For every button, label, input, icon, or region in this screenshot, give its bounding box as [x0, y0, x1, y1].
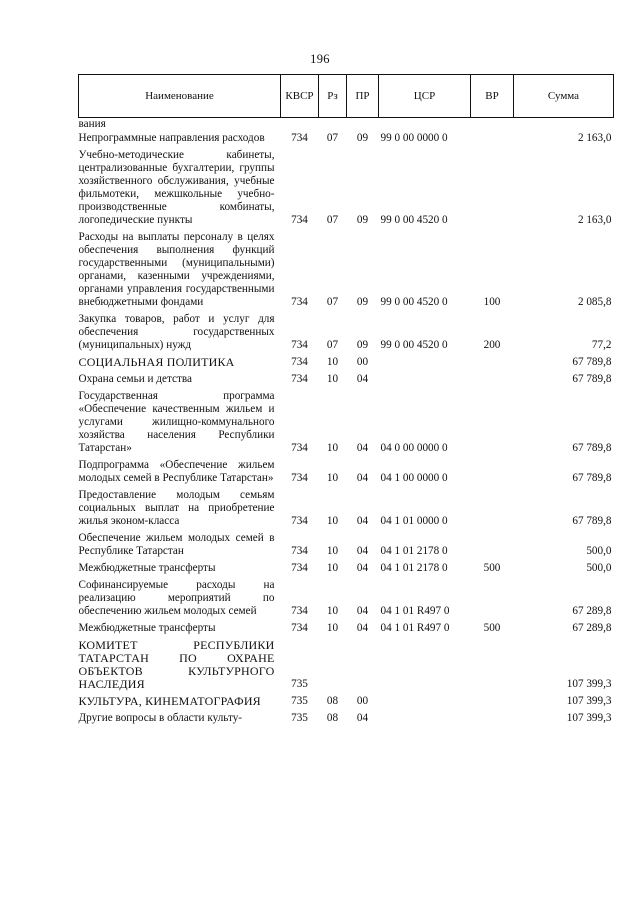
row-rz-cell: 07 [326, 339, 339, 351]
row-csr-cell: 04 0 00 0000 0 [380, 442, 448, 454]
row-rz-cell: 10 [326, 605, 339, 617]
row-name-cell: Предоставление молодым семьям социальных выплат на приобретение жилья эконом-класса [78, 489, 275, 527]
row-rz-cell: 08 [326, 695, 339, 707]
row-rz-cell: 10 [326, 442, 339, 454]
row-rz-cell: 10 [326, 373, 339, 385]
row-name-cell: вания [78, 118, 106, 130]
table-row [79, 710, 614, 727]
row-sum-cell: 107 399,3 [566, 712, 612, 724]
row-name-cell: СОЦИАЛЬНАЯ ПОЛИТИКА [78, 355, 235, 369]
row-vr-cell [471, 354, 514, 371]
row-name-cell: Закупка товаров, работ и услуг для обеспечения государственных (муниципальных) нужд [78, 313, 275, 351]
row-sum-cell: 67 789,8 [572, 472, 612, 484]
row-sum-cell: 2 163,0 [577, 132, 612, 144]
header-rz: Рз [319, 75, 347, 118]
table-row [79, 130, 614, 147]
table-row [79, 693, 614, 710]
row-name-cell: Другие вопросы в области культу- [78, 712, 243, 724]
row-sum-cell: 2 163,0 [577, 214, 612, 226]
header-kvsr: КВСР [281, 75, 319, 118]
table-row [79, 118, 614, 131]
row-rz-cell [319, 118, 347, 131]
row-pr-cell: 09 [356, 132, 369, 144]
row-kvsr-cell: 734 [291, 515, 308, 527]
header-vr: ВР [471, 75, 514, 118]
row-name-cell: Подпрограмма «Обеспечение жильем молодых семей в Республике Татарстан» [78, 459, 275, 484]
row-sum-cell: 77,2 [591, 339, 612, 351]
row-name-cell: Обеспечение жильем молодых семей в Республике Татарстан [78, 532, 275, 557]
row-sum-cell: 67 789,8 [572, 515, 612, 527]
row-vr-cell [471, 693, 514, 710]
row-csr-cell [379, 118, 471, 131]
row-pr-cell: 00 [356, 695, 369, 707]
table-row [79, 229, 614, 311]
row-csr-cell: 04 1 01 2178 0 [380, 562, 448, 574]
row-vr-cell [471, 530, 514, 560]
row-sum-cell: 107 399,3 [566, 678, 612, 690]
row-kvsr-cell: 734 [291, 472, 308, 484]
row-rz-cell: 10 [326, 545, 339, 557]
row-name-cell: Расходы на выплаты персоналу в целях обеспечения выполнения функций государственными (муниципальными) органами, казенными учреждениями, органами управления государственными внебюджетными фондами [78, 231, 275, 308]
row-kvsr-cell: 734 [291, 356, 308, 368]
row-csr-cell [379, 710, 471, 727]
row-vr-cell [471, 371, 514, 388]
row-pr-cell: 04 [356, 373, 369, 385]
row-sum-cell: 67 289,8 [572, 605, 612, 617]
row-kvsr-cell: 734 [291, 442, 308, 454]
row-vr-cell [471, 388, 514, 457]
row-pr-cell [347, 637, 379, 693]
row-rz-cell: 10 [326, 356, 339, 368]
row-csr-cell: 99 0 00 4520 0 [380, 214, 448, 226]
row-pr-cell: 04 [356, 472, 369, 484]
row-csr-cell [379, 637, 471, 693]
row-rz-cell [319, 637, 347, 693]
table-row [79, 388, 614, 457]
table-row [79, 637, 614, 693]
table-row [79, 147, 614, 229]
row-sum-cell: 2 085,8 [577, 296, 612, 308]
row-csr-cell: 99 0 00 4520 0 [380, 296, 448, 308]
row-rz-cell: 10 [326, 562, 339, 574]
row-csr-cell: 99 0 00 4520 0 [380, 339, 448, 351]
row-rz-cell: 07 [326, 214, 339, 226]
row-name-cell: Охрана семьи и детства [78, 373, 192, 385]
row-csr-cell [379, 693, 471, 710]
header-name: Наименование [79, 75, 281, 118]
page-number: 196 [310, 52, 330, 66]
row-pr-cell: 09 [356, 214, 369, 226]
row-pr-cell: 04 [356, 515, 369, 527]
row-sum-cell: 500,0 [586, 562, 612, 574]
row-pr-cell: 04 [356, 562, 369, 574]
row-pr-cell: 00 [356, 356, 369, 368]
row-sum-cell: 107 399,3 [566, 695, 612, 707]
row-vr-cell [471, 130, 514, 147]
row-sum-cell: 67 289,8 [572, 622, 612, 634]
row-vr-cell [471, 118, 514, 131]
row-vr-cell: 200 [483, 339, 501, 351]
row-pr-cell: 04 [356, 545, 369, 557]
row-pr-cell [347, 118, 379, 131]
table-row [79, 457, 614, 487]
row-vr-cell [471, 637, 514, 693]
row-sum-cell: 67 789,8 [572, 356, 612, 368]
row-name-cell: Софинансируемые расходы на реализацию мероприятий по обеспечению жильем молодых семей [78, 579, 275, 617]
row-rz-cell: 07 [326, 132, 339, 144]
row-name-cell: Межбюджетные трансферты [78, 562, 216, 574]
table-row [79, 560, 614, 577]
table-header [79, 75, 614, 118]
header-sum: Сумма [514, 75, 614, 118]
row-kvsr-cell: 734 [291, 132, 308, 144]
row-csr-cell: 04 1 01 0000 0 [380, 515, 448, 527]
row-kvsr-cell: 735 [291, 678, 308, 690]
row-kvsr-cell: 734 [291, 296, 308, 308]
row-pr-cell: 04 [356, 605, 369, 617]
row-name-cell: КОМИТЕТ РЕСПУБЛИКИ ТАТАРСТАН ПО ОХРАНЕ ОБЪЕКТОВ КУЛЬТУРНОГО НАСЛЕДИЯ [78, 638, 275, 691]
row-vr-cell: 100 [483, 296, 501, 308]
row-vr-cell: 500 [483, 622, 501, 634]
table-row [79, 577, 614, 620]
row-csr-cell: 04 1 00 0000 0 [380, 472, 448, 484]
row-pr-cell: 04 [356, 622, 369, 634]
row-csr-cell [379, 354, 471, 371]
row-vr-cell [471, 577, 514, 620]
budget-table [78, 74, 614, 727]
header-csr: ЦСР [379, 75, 471, 118]
row-vr-cell [471, 457, 514, 487]
row-sum-cell: 500,0 [586, 545, 612, 557]
row-vr-cell [471, 487, 514, 530]
row-kvsr-cell: 734 [291, 605, 308, 617]
row-kvsr-cell: 734 [291, 545, 308, 557]
header-pr: ПР [347, 75, 379, 118]
table-body [79, 118, 614, 728]
table-row [79, 371, 614, 388]
table-row [79, 530, 614, 560]
row-name-cell: Непрограммные направления расходов [78, 132, 265, 144]
row-kvsr-cell: 734 [291, 562, 308, 574]
row-pr-cell: 04 [356, 442, 369, 454]
row-rz-cell: 08 [326, 712, 339, 724]
row-pr-cell: 04 [356, 712, 369, 724]
row-kvsr-cell: 735 [291, 712, 308, 724]
row-csr-cell: 99 0 00 0000 0 [380, 132, 448, 144]
table-row [79, 620, 614, 637]
row-rz-cell: 10 [326, 515, 339, 527]
row-name-cell: Учебно-методические кабинеты, централизованные бухгалтерии, группы хозяйственного обслуживания, учебные фильмотеки, межшкольные учебно-производственные комбинаты, логопедические пункты [78, 149, 275, 226]
row-csr-cell: 04 1 01 R497 0 [380, 622, 450, 634]
row-kvsr-cell: 734 [291, 214, 308, 226]
row-vr-cell [471, 147, 514, 229]
row-sum-cell [514, 118, 614, 131]
row-rz-cell: 10 [326, 472, 339, 484]
row-sum-cell: 67 789,8 [572, 442, 612, 454]
row-vr-cell: 500 [483, 562, 501, 574]
row-pr-cell: 09 [356, 339, 369, 351]
row-csr-cell: 04 1 01 2178 0 [380, 545, 448, 557]
row-name-cell: Государственная программа «Обеспечение качественным жильем и услугами жилищно-коммунального хозяйства населения Республики Татарстан» [78, 390, 275, 454]
row-rz-cell: 10 [326, 622, 339, 634]
row-pr-cell: 09 [356, 296, 369, 308]
row-name-cell: Межбюджетные трансферты [78, 622, 216, 634]
row-kvsr-cell: 735 [291, 695, 308, 707]
row-csr-cell: 04 1 01 R497 0 [380, 605, 450, 617]
row-kvsr-cell: 734 [291, 339, 308, 351]
row-sum-cell: 67 789,8 [572, 373, 612, 385]
row-vr-cell [471, 710, 514, 727]
table-row [79, 487, 614, 530]
row-csr-cell [379, 371, 471, 388]
row-kvsr-cell [281, 118, 319, 131]
row-name-cell: КУЛЬТУРА, КИНЕМАТОГРАФИЯ [78, 694, 261, 708]
table-row [79, 311, 614, 354]
row-kvsr-cell: 734 [291, 373, 308, 385]
table-row [79, 354, 614, 371]
row-kvsr-cell: 734 [291, 622, 308, 634]
row-rz-cell: 07 [326, 296, 339, 308]
